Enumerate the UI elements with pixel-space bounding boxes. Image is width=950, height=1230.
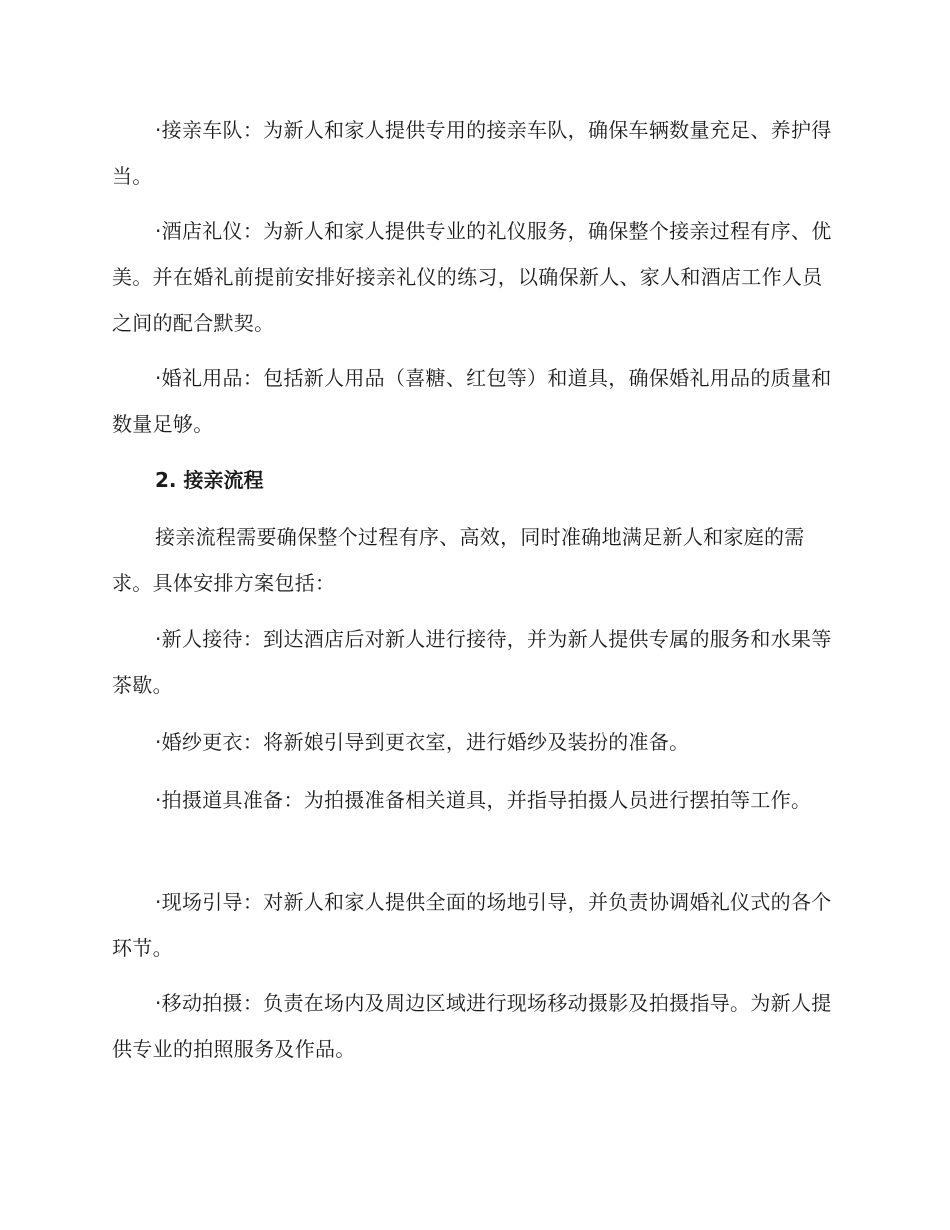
- section-heading-pickup-process: 2. 接亲流程: [155, 468, 264, 492]
- paragraph-wedding-car-fleet: ·接亲车队：为新人和家人提供专用的接亲车队，确保车辆数量充足、养护得当。: [112, 118, 832, 188]
- paragraph-reception: ·新人接待：到达酒店后对新人进行接待，并为新人提供专属的服务和水果等茶歇。: [112, 627, 832, 697]
- paragraph-wedding-supplies: ·婚礼用品：包括新人用品（喜糖、红包等）和道具，确保婚礼用品的质量和数量足够。: [112, 366, 832, 436]
- paragraph-photo-props: ·拍摄道具准备：为拍摄准备相关道具，并指导拍摄人员进行摆拍等工作。: [155, 788, 812, 812]
- paragraph-hotel-etiquette: ·酒店礼仪：为新人和家人提供专业的礼仪服务，确保整个接亲过程有序、优美。并在婚礼前提前安排好接亲礼仪的练习，以确保新人、家人和酒店工作人员之间的配合默契。: [112, 219, 832, 335]
- paragraph-process-intro: 接亲流程需要确保整个过程有序、高效，同时准确地满足新人和家庭的需求。具体安排方案包括：: [112, 525, 805, 595]
- paragraph-mobile-photography: ·移动拍摄：负责在场内及周边区域进行现场移动摄影及拍摄指导。为新人提供专业的拍照服务及作品。: [112, 991, 832, 1061]
- paragraph-dress-change: ·婚纱更衣：将新娘引导到更衣室，进行婚纱及装扮的准备。: [155, 730, 690, 754]
- paragraph-on-site-guidance: ·现场引导：对新人和家人提供全面的场地引导，并负责协调婚礼仪式的各个环节。: [112, 890, 832, 960]
